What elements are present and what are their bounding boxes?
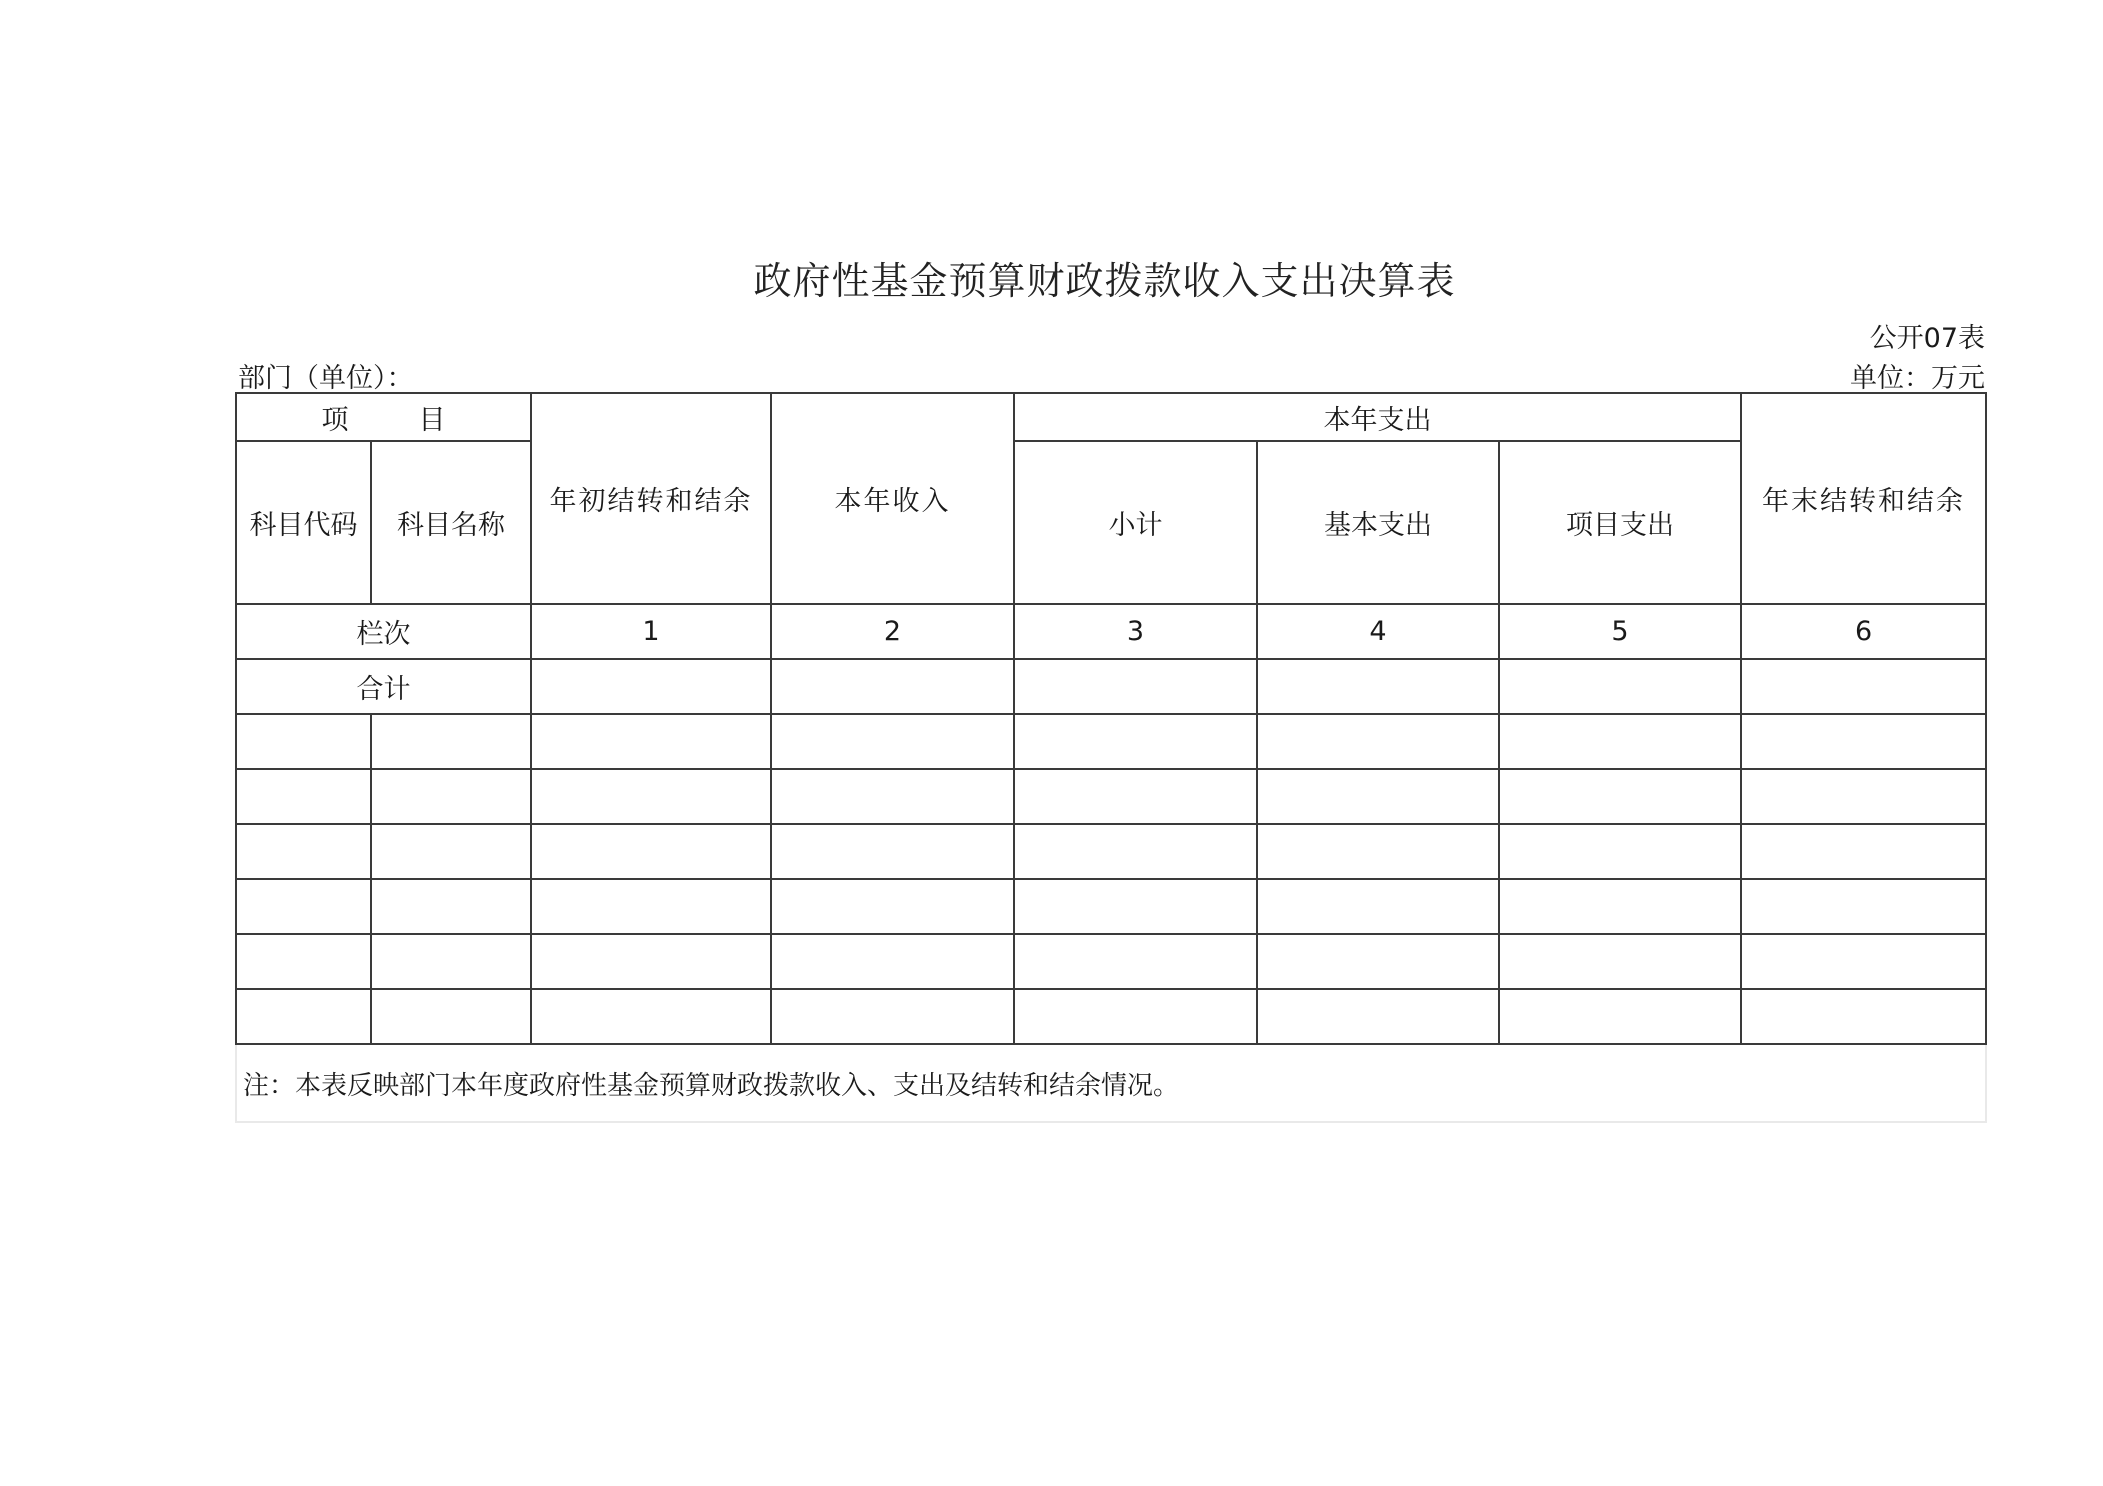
column-number: 6 <box>1741 604 1986 659</box>
empty-cell <box>1257 989 1499 1044</box>
empty-cell <box>1741 714 1986 769</box>
header-current-income: 本年收入 <box>771 393 1014 604</box>
header-project-expense: 项目支出 <box>1499 441 1741 604</box>
column-number: 3 <box>1014 604 1257 659</box>
header-name: 科目名称 <box>371 441 531 604</box>
empty-cell <box>1014 934 1257 989</box>
empty-cell <box>771 769 1014 824</box>
empty-cell <box>1257 879 1499 934</box>
empty-cell <box>771 824 1014 879</box>
empty-cell <box>1014 989 1257 1044</box>
empty-cell <box>531 769 771 824</box>
empty-cell <box>531 824 771 879</box>
empty-cell <box>1257 769 1499 824</box>
header-code: 科目代码 <box>236 441 371 604</box>
header-item <box>236 393 531 441</box>
total-label: 合计 <box>236 659 531 714</box>
empty-cell <box>1257 934 1499 989</box>
empty-cell <box>771 934 1014 989</box>
header-current-expense: 本年支出 <box>1014 393 1741 441</box>
empty-cell <box>1014 769 1257 824</box>
empty-cell <box>1741 824 1986 879</box>
header-basic-expense: 基本支出 <box>1257 441 1499 604</box>
empty-cell <box>371 769 531 824</box>
empty-cell <box>1741 934 1986 989</box>
fund-budget-table <box>235 392 1987 1123</box>
empty-cell <box>371 934 531 989</box>
empty-cell <box>1257 824 1499 879</box>
column-number: 5 <box>1499 604 1741 659</box>
column-number: 1 <box>531 604 771 659</box>
empty-cell <box>1499 879 1741 934</box>
empty-cell <box>531 989 771 1044</box>
total-cell <box>531 659 771 714</box>
empty-cell <box>771 989 1014 1044</box>
empty-cell <box>1014 824 1257 879</box>
empty-cell <box>531 879 771 934</box>
empty-cell <box>236 769 371 824</box>
empty-cell <box>371 824 531 879</box>
empty-cell <box>1014 714 1257 769</box>
total-cell <box>1499 659 1741 714</box>
table-row <box>236 824 1986 879</box>
empty-cell <box>771 879 1014 934</box>
empty-cell <box>1741 989 1986 1044</box>
empty-cell <box>371 714 531 769</box>
empty-cell <box>1499 989 1741 1044</box>
table-row <box>236 714 1986 769</box>
empty-cell <box>1499 714 1741 769</box>
empty-cell <box>236 879 371 934</box>
empty-cell <box>371 989 531 1044</box>
header-ending-balance: 年末结转和结余 <box>1741 393 1986 604</box>
empty-cell <box>236 989 371 1044</box>
total-cell <box>771 659 1014 714</box>
table-row <box>236 879 1986 934</box>
header-beginning-balance: 年初结转和结余 <box>531 393 771 604</box>
header-item-part2: 目 <box>418 404 446 436</box>
table-row <box>236 989 1986 1044</box>
column-number: 4 <box>1257 604 1499 659</box>
empty-cell <box>531 714 771 769</box>
column-index-label: 栏次 <box>236 604 531 659</box>
column-number: 2 <box>771 604 1014 659</box>
table-note: 注：本表反映部门本年度政府性基金预算财政拨款收入、支出及结转和结余情况。 <box>236 1044 1986 1122</box>
form-number: 公开07表 <box>1869 323 1985 354</box>
empty-cell <box>1257 714 1499 769</box>
empty-cell <box>1499 824 1741 879</box>
table-row <box>236 934 1986 989</box>
empty-cell <box>1741 879 1986 934</box>
empty-cell <box>771 714 1014 769</box>
table-row <box>236 769 1986 824</box>
empty-cell <box>236 934 371 989</box>
total-cell <box>1741 659 1986 714</box>
empty-cell <box>236 824 371 879</box>
empty-cell <box>1499 769 1741 824</box>
empty-cell <box>531 934 771 989</box>
header-item-part1: 项 <box>321 404 349 436</box>
document-title: 政府性基金预算财政拨款收入支出决算表 <box>753 259 1456 303</box>
total-cell <box>1257 659 1499 714</box>
empty-cell <box>236 714 371 769</box>
empty-cell <box>1014 879 1257 934</box>
empty-cell <box>371 879 531 934</box>
header-subtotal: 小计 <box>1014 441 1257 604</box>
unit-label: 单位：万元 <box>1850 363 1985 394</box>
empty-cell <box>1741 769 1986 824</box>
empty-cell <box>1499 934 1741 989</box>
total-cell <box>1014 659 1257 714</box>
department-label: 部门（单位）： <box>238 363 414 394</box>
